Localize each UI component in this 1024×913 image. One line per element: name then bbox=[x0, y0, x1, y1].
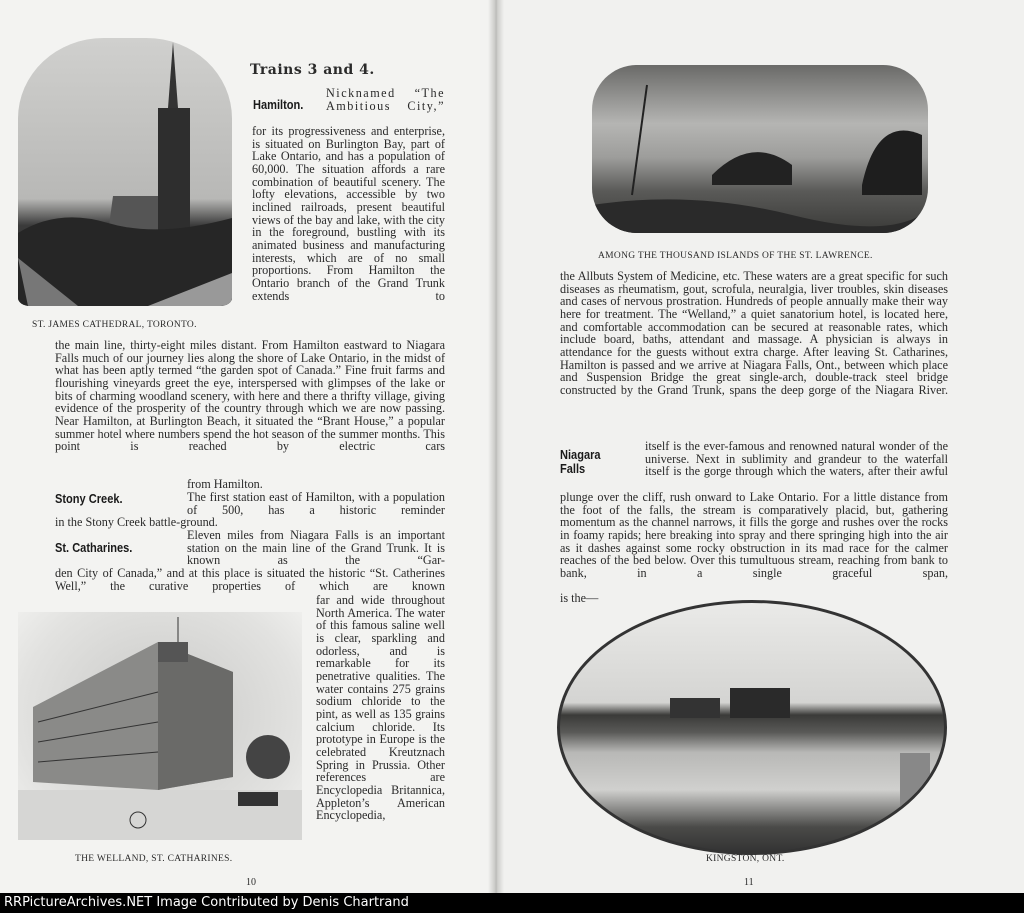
page-number: 10 bbox=[246, 877, 256, 888]
book-gutter bbox=[488, 0, 504, 893]
st-catharines-heading: St. Catharines. bbox=[55, 540, 133, 555]
niagara-falls-heading: Niagara Falls bbox=[560, 447, 601, 476]
hamilton-text-full: the main line, thirty-eight miles distant. From Hamilton eastward to Niagara Falls much of our journey lies along the shore of Lake Ontario, in the midst of what has been aptly termed “the garden spot of Canada.” Fine fruit farms and flourishing vineyards greet the eye, interspersed with glimpses of the lake or bits of charming woodland scenery, with here and there a thrifty village, giving evidence of the prosperity of the country through which we are now passing. Near Hamilton, at Burlington Beach, it situated the “Brant House,” a popular summer hotel where numbers spend the hot season of the summer months. This point is reached by electric cars bbox=[55, 338, 445, 454]
page-number: 11 bbox=[744, 877, 754, 888]
hamilton-text: for its progressiveness and enterprise, is situated on Burlington Bay, part of Lake Ontario, and has a population of 60,000. The situation affords a rare combination of beautiful scenery. The lofty elevations, accessible by two inclined railroads, present beautiful views of the bay and lake, with the city in the foreground, bustling with its animated business and manufacturing interests, which are of no small proportions. From Hamilton the Ontario branch of the Grand Trunk extends to bbox=[252, 124, 445, 303]
niagara-text: itself is the ever-famous and renowned natural wonder of the universe. Next in sublimity and grandeur to the waterfall itself is the gorge through which the waters, after their awful bbox=[645, 439, 948, 479]
hamilton-heading: Hamilton. bbox=[253, 97, 304, 112]
kingston-photo bbox=[557, 600, 947, 855]
st-catharines-text-narrow: far and wide throughout North America. The water of this famous saline well is clear, sparkling and odorless, and is remarkable for its penetrative qualities. The water contains 275 grains sodium chloride to the pint, as well as 135 grains calcium chloride. Its prototype in Europe is the celebrated Kreutznach Spring in Prussia. Other references are Encyclopedia Britannica, Appleton’s American Encyclopedia, bbox=[316, 593, 445, 823]
right-page bbox=[500, 0, 1024, 893]
medicine-paragraph: the Allbuts System of Medicine, etc. These waters are a great specific for such diseases as rheumatism, gout, scrofula, neuralgia, liver troubles, skin diseases and cases of nervous prostration. Hundreds of people annually make their way here for treatment. The “Welland,” a quiet sanatorium hotel, is located here, and comfortable accommodation can be secured at reasonable rates, which include board, baths, attendant and massage. A physician is always in attendance for the guests without extra charge. After leaving St. Catharines, Hamilton is passed and we arrive at Niagara Falls, Ont., between which place and Suspension Bridge the great single-arch, double-track steel bridge constructed by the Grand Trunk, spans the deep gorge of the Niagara River. bbox=[560, 269, 948, 397]
cathedral-photo bbox=[18, 38, 232, 306]
welland-hotel-illustration bbox=[18, 612, 302, 840]
stony-creek-text: The first station east of Hamilton, with a population of 500, has a historic reminder bbox=[187, 490, 445, 517]
st-catharines-text-full: den City of Canada,” and at this place is situated the historic “St. Catherines Well,” the curative properties of which are known bbox=[55, 566, 445, 593]
left-page bbox=[0, 0, 492, 893]
section-title: Trains 3 and 4. bbox=[250, 62, 375, 78]
thousand-islands-caption: AMONG THE THOUSAND ISLANDS OF THE ST. LAWRENCE. bbox=[598, 251, 873, 261]
st-catharines-text: Eleven miles from Niagara Falls is an important station on the main line of the Grand Trunk. It is known as the “Gar- bbox=[187, 528, 445, 568]
cathedral-caption: ST. JAMES CATHEDRAL, TORONTO. bbox=[32, 320, 197, 330]
credit-bar: RRPictureArchives.NET Image Contributed by Denis Chartrand bbox=[0, 893, 1024, 913]
hamilton-text-tail: from Hamilton. bbox=[187, 477, 263, 491]
stony-creek-text-full: in the Stony Creek battle-ground. bbox=[55, 515, 218, 529]
niagara-text-full: plunge over the cliff, rush onward to Lake Ontario. For a little distance from the foot of the falls, the stream is comparatively placid, but, gathering momentum as the channel narrows, it fills the gorge and rushes over the rocks in foamy rapids; here breaking into spray and there springing high into the air as it dashes against some rocky obstruction in its mad race for the calmer reaches of the bed below. Over this tumultuous stream, reaching from bank to bank, in a single graceful span, bbox=[560, 490, 948, 580]
stony-creek-heading: Stony Creek. bbox=[55, 491, 123, 506]
kingston-caption: KINGSTON, ONT. bbox=[706, 854, 785, 864]
welland-caption: THE WELLAND, ST. CATHARINES. bbox=[75, 854, 233, 864]
thousand-islands-photo bbox=[592, 65, 928, 233]
hamilton-intro: Nicknamed “The Ambitious City,” bbox=[326, 86, 445, 113]
niagara-text-tail: is the— bbox=[560, 591, 599, 605]
